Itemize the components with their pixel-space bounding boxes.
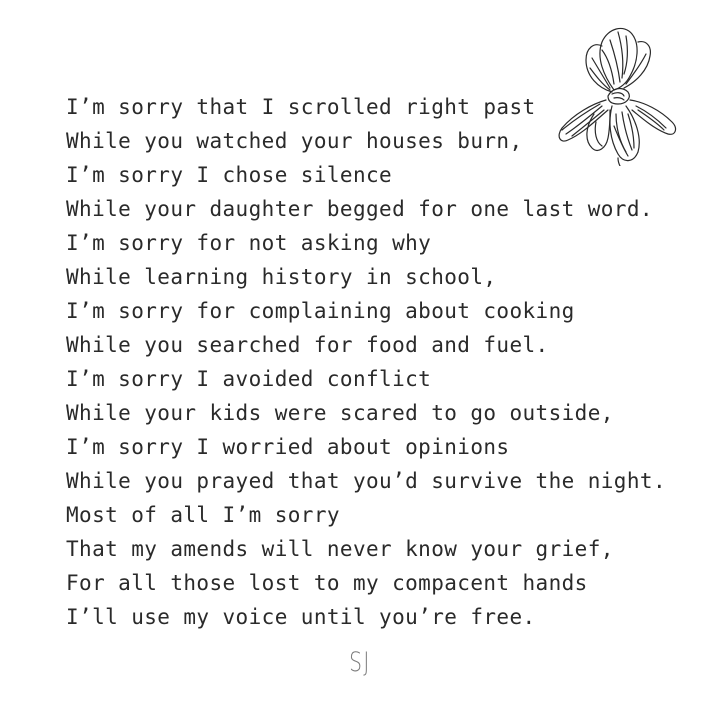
poem-line: I’m sorry I worried about opinions <box>66 435 510 459</box>
poem-line: While you watched your houses burn, <box>66 129 523 153</box>
poem-line: For all those lost to my compacent hands <box>66 571 588 595</box>
poem-line: While your kids were scared to go outside, <box>66 401 614 425</box>
author-signature: SJ <box>349 647 371 678</box>
poem-line: I’m sorry for complaining about cooking <box>66 299 575 323</box>
poem <box>66 90 666 634</box>
poem-line: While you searched for food and fuel. <box>66 333 549 357</box>
poem-line: I’m sorry that I scrolled right past <box>66 95 536 119</box>
poem-line: While your daughter begged for one last word. <box>66 197 653 221</box>
poem-line: That my amends will never know your grief, <box>66 537 614 561</box>
poem-line: I’m sorry I chose silence <box>66 163 393 187</box>
poem-line: I’m sorry for not asking why <box>66 231 432 255</box>
poem-line: While you prayed that you’d survive the night. <box>66 469 666 493</box>
poem-line: I’ll use my voice until you’re free. <box>66 605 536 629</box>
poem-line: Most of all I’m sorry <box>66 503 340 527</box>
poem-line: While learning history in school, <box>66 265 497 289</box>
poem-line: I’m sorry I avoided conflict <box>66 367 432 391</box>
